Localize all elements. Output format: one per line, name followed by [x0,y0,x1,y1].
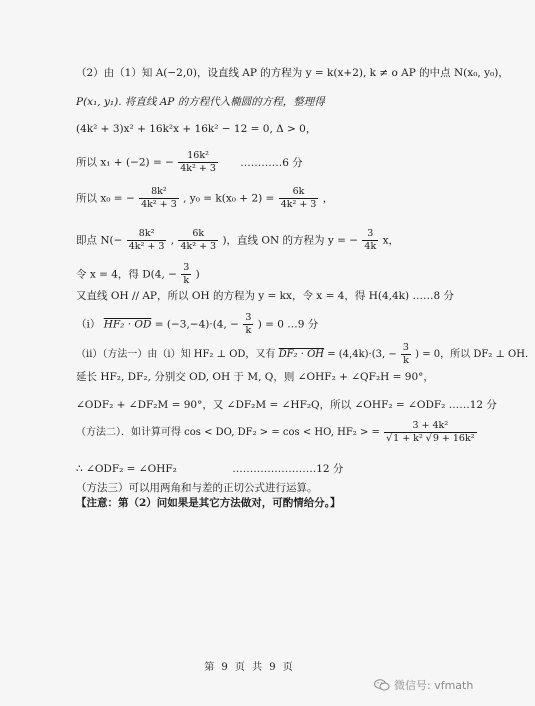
vector-dot-product: HF₂ · OD [103,318,152,331]
fraction-numerator: 3 [362,228,378,241]
vector-dot-product: DF₂ · OH [278,349,325,360]
line-5-middle: , y₀ = k(x₀ + 2) = [183,192,275,205]
fraction-8k2 [139,186,179,211]
line-9-middle: = (−3,−4)·(4, − [154,318,239,331]
fraction-numerator: 8k² [139,186,179,199]
line-15: （方法三）可以用两角和与差的正切公式进行运算。 [76,482,318,494]
sqrt-term-a: 1 + k² [393,433,423,444]
line-4 [76,150,303,175]
line-16: 【注意：第（2）问如果是其它方法做对，可酌情给分。】 [76,497,341,509]
fraction-numerator: 3 + 4k² [384,420,476,433]
line-12: ∠ODF₂ + ∠DF₂M = 90°，又 ∠DF₂M = ∠HF₂Q，所以 ∠OHF₂ = ∠ODF₂ ……12 分 [76,399,497,411]
line-7 [76,262,200,287]
watermark-text: 微信号: vfmath [394,679,474,692]
fraction-denominator: 4k² + 3 [280,199,317,210]
fraction-8k2 [127,228,167,253]
fraction-3-over-k [181,262,191,287]
line-10-end: ) = 0，所以 DF₂ ⊥ OH． [415,349,535,360]
fraction-denominator: k [245,325,252,336]
line-6-middle: )，直线 ON 的方程为 y = − [222,234,359,247]
score-6: …………6 分 [240,156,303,169]
line-10 [76,342,535,367]
line-4-prefix: 所以 x₁ + (−2) = − [76,156,174,169]
line-9 [76,312,318,337]
fraction-denominator: k [183,275,190,286]
fraction-cosine-value [384,420,476,445]
page-footer: 第 9 页 共 9 页 [204,662,295,673]
fraction-numerator: 3 [402,342,409,353]
line-13 [76,420,478,445]
line-6 [76,228,399,253]
fraction-denominator: 4k² + 3 [128,241,165,252]
wechat-icon [374,679,390,691]
line-9-prefix: （i） [76,318,101,331]
fraction-denominator: 4k² + 3 [180,163,216,174]
line-13-prefix: （方法二）．如计算可得 cos < DO, DF₂ > = cos < HO, HF₂ > = [76,427,380,438]
fraction-6k [279,186,319,211]
fraction-denominator: √1 + k² √9 + 16k² [386,433,475,444]
fraction-numerator: 3 [183,262,190,273]
line-10-prefix: （ii）（方法一）由（i）知 HF₂ ⊥ OD，又有 [76,349,276,360]
line-5-prefix: 所以 x₀ = − [76,192,135,205]
line-3: (4k² + 3)x² + 16k²x + 16k² − 12 = 0, Δ > 0， [76,123,317,135]
line-14 [76,462,343,476]
fraction-numerator: 6k [279,186,319,199]
line-8: 又直线 OH // AP，所以 OH 的方程为 y = kx，令 x = 4，得 H(4,4k) ……8 分 [76,290,454,302]
fraction-denominator: k [403,355,409,366]
line-6-end: x， [382,234,399,247]
score-12: ……………………12 分 [232,463,344,475]
fraction-numerator: 8k² [127,228,167,241]
line-2: P(x₁, y₁). 将直线 AP 的方程代入椭圆的方程，整理得 [76,96,325,108]
fraction-numerator: 16k² [178,150,218,163]
fraction-denominator: 4k² + 3 [180,241,217,252]
fraction-numerator: 3 [245,312,252,323]
line-9-end: ) = 0 …9 分 [257,318,319,331]
fraction-numerator: 6k [178,228,218,241]
line-7-prefix: 令 x = 4，得 D(4, − [76,268,177,281]
line-7-end: ) [195,268,200,281]
fraction-denominator: 4k [364,241,377,252]
fraction-denominator: 4k² + 3 [141,199,177,210]
line-5-end: ， [322,192,334,205]
fraction-3-over-k [401,342,411,367]
line-14-text: ∴ ∠ODF₂ = ∠OHF₂ [76,463,177,475]
line-10-middle: = (4,4k)·(3, − [327,349,397,360]
watermark [374,677,473,693]
fraction-3-over-4k [362,228,378,253]
fraction-16k2 [178,150,218,175]
line-1: （2）由（1）知 A(−2,0)，设直线 AP 的方程为 y = k(x+2), k ≠ o AP 的中点 N(x₀, y₀)， [76,67,509,79]
fraction-6k [178,228,218,253]
line-6-comma: , [170,234,175,247]
line-6-prefix: 即点 N(− [76,234,123,247]
line-5 [76,186,333,211]
sqrt-term-b: 9 + 16k² [432,433,475,444]
fraction-3-over-k [243,312,253,337]
line-11: 延长 HF₂, DF₂, 分别交 OD, OH 于 M, Q，则 ∠OHF₂ + ∠QF₂H = 90°， [76,371,434,383]
